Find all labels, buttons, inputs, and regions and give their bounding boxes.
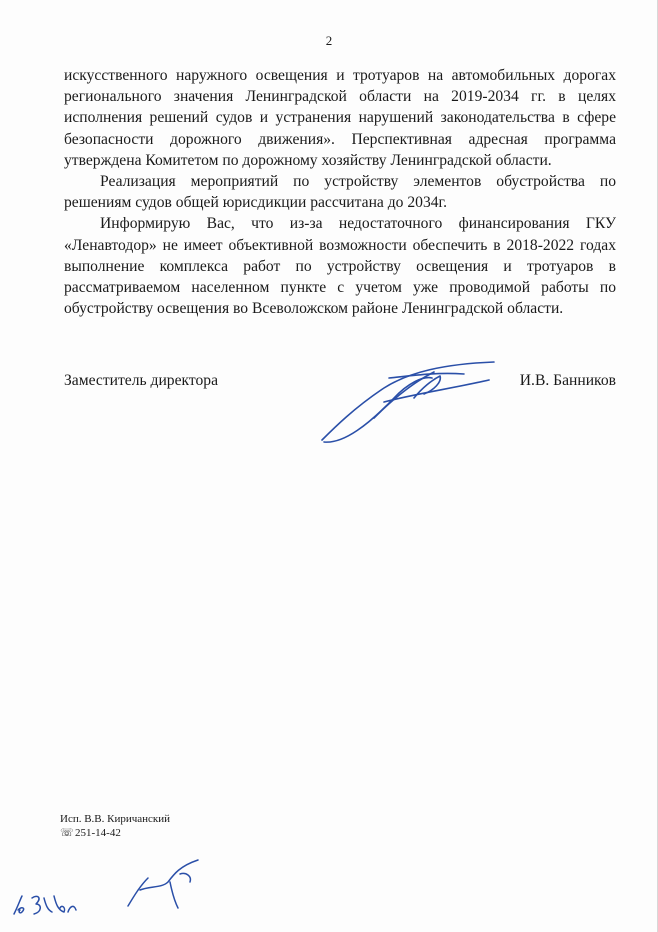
signature-block (64, 370, 616, 450)
signer-name: И.В. Банников (519, 372, 616, 389)
handwritten-initials (10, 890, 80, 920)
page-number: 2 (325, 33, 333, 48)
paragraph-information: Информирую Вас, что из-за недостаточного финансирования ГКУ «Ленавтодор» не имеет объективной возможности обеспечить в 2018-2022 годах выполнение комплекса работ по устройству освещения и тротуаров в рассматриваемом населенном пункте с учетом уже проводимой работы по обустройству освещения во Всеволожском районе Ленинградской области. (64, 215, 616, 318)
signer-title: Заместитель директора (64, 372, 219, 389)
paragraph-continuation: искусственного наружного освещения и тротуаров на автомобильных дорогах регионального значения Ленинградской области на 2019-2034 гг. в целях исполнения решений судов и устранения нарушений законодательства в сфере безопасности дорожного движения». Перспективная адресная программа утверждена Комитетом по дорожному хозяйству Ленинградской области. (64, 67, 616, 169)
phone-icon: ☏ (60, 827, 74, 839)
executor-phone-row (60, 826, 170, 840)
paragraph-implementation: Реализация мероприятий по устройству элементов обустройства по решениям судов общей юрисдикции рассчитана до 2034г. (64, 173, 616, 212)
executor-name: Исп. В.В. Киричанский (60, 813, 171, 825)
executor-phone: 251-14-42 (75, 827, 121, 839)
handwritten-mark (120, 856, 210, 916)
executor-info (60, 812, 170, 840)
letter-body (64, 65, 616, 319)
handwritten-signature (314, 358, 504, 448)
